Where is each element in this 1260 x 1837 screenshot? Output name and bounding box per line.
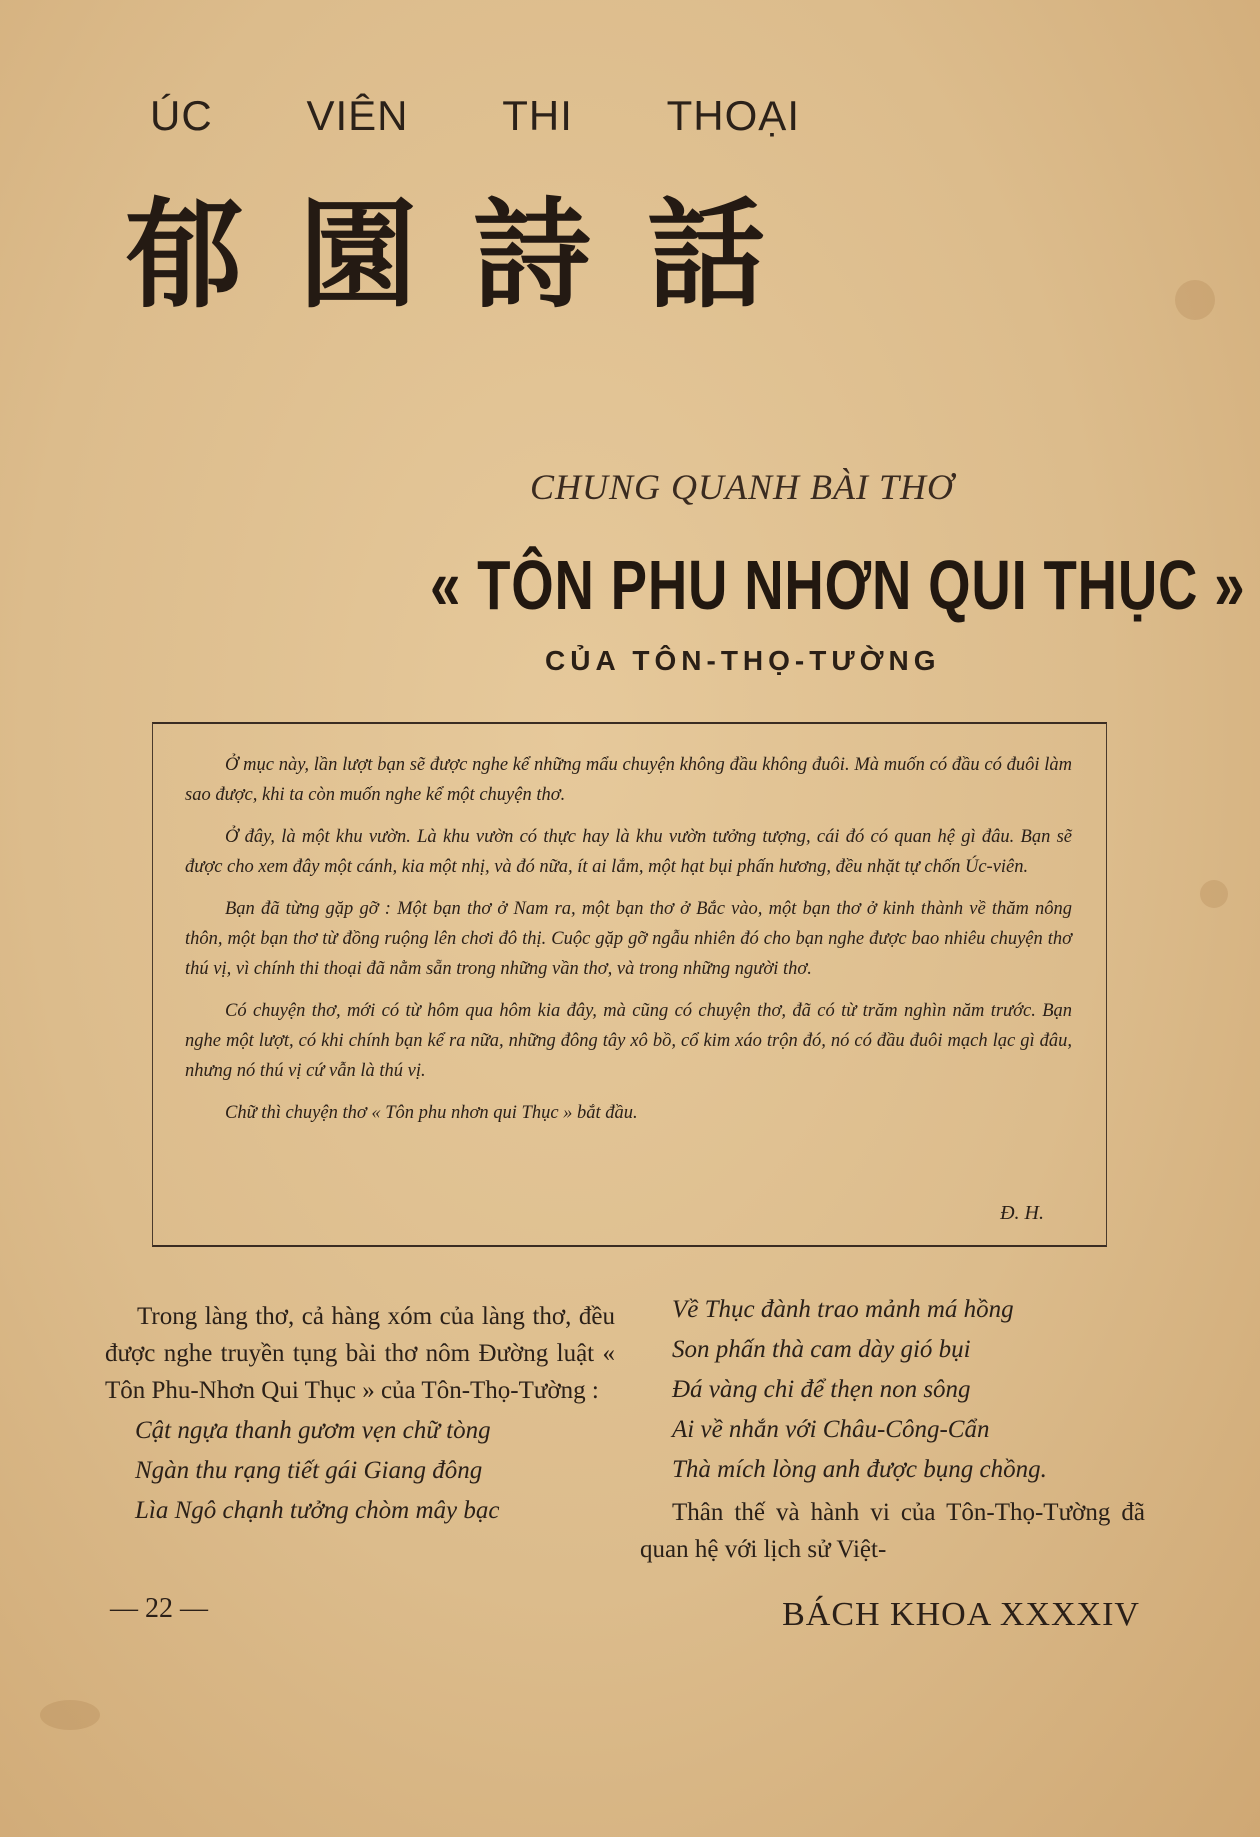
intro-signature: Đ. H. <box>1000 1202 1044 1224</box>
intro-paragraph: Có chuyện thơ, mới có từ hôm qua hôm kia đây, mà cũng có chuyện thơ, đã có từ trăm nghìn năm trước. Bạn nghe một lượt, có khi chính bạn kể ra nữa, những đông tây xô bồ, cổ kim xáo trộn đó, nó có đầu đuôi mạch lạc gì đâu, nhưng nó thú vị cứ vẫn là thú vị. <box>185 1001 1072 1081</box>
intro-paragraph: Ở mục này, lần lượt bạn sẽ được nghe kể những mẩu chuyện không đầu không đuôi. Mà muốn có đầu có đuôi làm sao được, khi ta còn muốn nghe kể một chuyện thơ. <box>185 755 1072 805</box>
column-title-word: ÚC <box>150 92 213 139</box>
han-char: 郁 <box>125 185 244 324</box>
verse-line: Lìa Ngô chạnh tưởng chòm mây bạc <box>135 1497 500 1524</box>
body-paragraph: Thân thế và hành vi của Tôn-Thọ-Tường đã quan hệ với lịch sử Việt- <box>640 1499 1145 1563</box>
intro-paragraph: Bạn đã từng gặp gỡ : Một bạn thơ ở Nam ra, một bạn thơ ở Bắc vào, một bạn thơ ở kinh thành về thăm nông thôn, một bạn thơ từ đồng ruộng lên chơi đô thị. Cuộc gặp gỡ ngẫu nhiên đó cho bạn nghe được bao nhiêu chuyện thơ thú vị, vì chính thi thoại đã nằm sẵn trong những vần thơ, và trong những người thơ. <box>185 899 1072 979</box>
intro-paragraph: Ở đây, là một khu vườn. Là khu vườn có thực hay là khu vườn tưởng tượng, cái đó có quan hệ gì đâu. Bạn sẽ được cho xem đây một cánh, kia một nhị, và đó nữa, ít ai lắm, một hạt bụi phấn hương, đều nhặt tự chốn Úc-viên. <box>185 827 1072 877</box>
body-paragraph: Trong làng thơ, cả hàng xóm của làng thơ, đều được nghe truyền tụng bài thơ nôm Đường luật « Tôn Phu-Nhơn Qui Thục » của Tôn-Thọ-Tường : <box>105 1303 615 1404</box>
han-char: 園 <box>298 185 417 324</box>
intro-paragraph: Chữ thì chuyện thơ « Tôn phu nhơn qui Thục » bắt đầu. <box>225 1103 638 1123</box>
paper-stain <box>1200 880 1228 908</box>
verse-line: Ai về nhắn với Châu-Công-Cẩn <box>672 1416 990 1443</box>
paper-stain <box>1175 280 1215 320</box>
han-char: 話 <box>646 185 765 324</box>
journal-name: BÁCH KHOA XXXXIV <box>782 1596 1140 1633</box>
article-kicker: CHUNG QUANH BÀI THƠ <box>530 467 954 507</box>
body-column-left <box>105 1298 615 1531</box>
verse-line: Đá vàng chi để thẹn non sông <box>672 1376 971 1403</box>
body-column-right <box>640 1290 1145 1568</box>
han-char: 詩 <box>472 185 591 324</box>
han-calligraphy-title <box>125 160 765 330</box>
column-title <box>150 92 800 140</box>
verse-line: Cật ngựa thanh gươm vẹn chữ tòng <box>135 1417 491 1444</box>
column-title-word: THOẠI <box>666 92 800 139</box>
article-byline: CỦA TÔN-THỌ-TƯỜNG <box>545 645 941 676</box>
verse-line: Ngàn thu rạng tiết gái Giang đông <box>135 1457 483 1484</box>
column-title-word: THI <box>502 92 573 139</box>
verse-line: Son phấn thà cam dày gió bụi <box>672 1336 971 1363</box>
verse-line: Thà mích lòng anh được bụng chồng. <box>672 1456 1047 1483</box>
article-headline: « TÔN PHU NHƠN QUI THỤC » <box>430 546 1246 624</box>
intro-box <box>152 722 1107 1247</box>
verse-line: Về Thục đành trao mảnh má hồng <box>672 1296 1014 1323</box>
page-number: — 22 — <box>110 1593 208 1624</box>
column-title-word: VIÊN <box>306 92 409 139</box>
paper-stain <box>40 1700 100 1730</box>
